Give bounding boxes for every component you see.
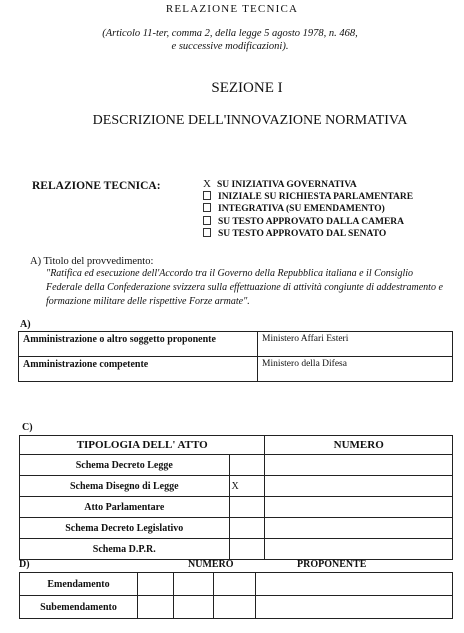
row-label: Amministrazione o altro soggetto proponente (19, 332, 258, 357)
option-label: INIZIALE SU RICHIESTA PARLAMENTARE (218, 192, 414, 203)
subtitle-line-2: e successive modificazioni). (171, 41, 289, 52)
option-label: SU TESTO APPROVATO DAL SENATO (218, 228, 387, 239)
section-d-numero-header: NUMERO (188, 559, 234, 570)
table-row (20, 596, 453, 619)
option-richiesta-parlamentare[interactable] (203, 191, 413, 203)
row-label: Subemendamento (20, 596, 138, 619)
table-row (19, 357, 453, 382)
checked-x-icon: X (203, 178, 211, 190)
mark-cell[interactable] (229, 455, 265, 476)
table-row (20, 518, 453, 539)
empty-checkbox-icon (203, 191, 211, 200)
section-a-label: A) (20, 319, 31, 330)
relazione-label: RELAZIONE TECNICA: (32, 180, 161, 192)
proponente-cell[interactable] (256, 573, 453, 596)
row-value: Ministero Affari Esteri (258, 332, 453, 357)
document-title: RELAZIONE TECNICA (165, 3, 299, 15)
section-description: DESCRIZIONE DELL'INNOVAZIONE NORMATIVA (92, 113, 408, 128)
row-value: Ministero della Difesa (258, 357, 453, 382)
tipo-cell: Schema Disegno di Legge (20, 476, 230, 497)
header-tipologia: TIPOLOGIA DELL' ATTO (20, 436, 265, 455)
numero-cell[interactable] (214, 573, 256, 596)
numero-cell[interactable] (174, 573, 214, 596)
section-a-table (18, 331, 453, 382)
tipo-cell: Atto Parlamentare (20, 497, 230, 518)
option-iniziativa-governativa[interactable] (203, 179, 413, 191)
row-label: Amministrazione competente (19, 357, 258, 382)
option-label: SU TESTO APPROVATO DALLA CAMERA (218, 216, 404, 227)
table-row (20, 573, 453, 596)
relazione-options (203, 179, 413, 240)
numero-cell[interactable] (265, 497, 453, 518)
numero-cell[interactable] (265, 539, 453, 560)
table-row (19, 332, 453, 357)
document-subtitle (40, 27, 420, 53)
empty-checkbox-icon (203, 228, 211, 237)
table-row (20, 497, 453, 518)
titolo-text: "Ratifica ed esecuzione dell'Accordo tra il Governo della Repubblica italiana e il Consiglio Federale della Confederazione svizzera sulla effettuazione di attività congiunte di addestramento e formazione militare delle rispettive Forze armate". (46, 268, 443, 307)
table-header-row (20, 436, 453, 455)
mark-cell[interactable] (229, 518, 265, 539)
option-label: SU INIZIATIVA GOVERNATIVA (217, 180, 357, 190)
empty-checkbox-icon (203, 203, 211, 212)
table-row (20, 476, 453, 497)
row-label: Emendamento (20, 573, 138, 596)
mark-cell[interactable] (229, 539, 265, 560)
subtitle-line-1: (Articolo 11-ter, comma 2, della legge 5 agosto 1978, n. 468, (102, 28, 358, 39)
numero-cell[interactable] (265, 455, 453, 476)
section-title: SEZIONE I (211, 80, 283, 96)
option-integrativa[interactable] (203, 203, 413, 215)
mark-cell[interactable] (229, 497, 265, 518)
header-numero: NUMERO (265, 436, 453, 455)
tipo-cell: Schema Decreto Legislativo (20, 518, 230, 539)
section-d-label: D) (19, 559, 30, 570)
option-testo-camera[interactable] (203, 216, 413, 228)
mark-cell[interactable]: X (229, 476, 265, 497)
numero-cell[interactable] (138, 596, 174, 619)
section-d-proponente-header: PROPONENTE (297, 559, 367, 570)
numero-cell[interactable] (174, 596, 214, 619)
table-row (20, 455, 453, 476)
section-d-table (19, 572, 453, 619)
table-row (20, 539, 453, 560)
numero-cell[interactable] (265, 476, 453, 497)
option-testo-senato[interactable] (203, 228, 413, 240)
tipo-cell: Schema Decreto Legge (20, 455, 230, 476)
section-c-label: C) (22, 422, 33, 433)
proponente-cell[interactable] (256, 596, 453, 619)
titolo-label: A) Titolo del provvedimento: (30, 256, 154, 267)
numero-cell[interactable] (265, 518, 453, 539)
numero-cell[interactable] (214, 596, 256, 619)
tipo-cell: Schema D.P.R. (20, 539, 230, 560)
option-label: INTEGRATIVA (SU EMENDAMENTO) (218, 204, 385, 215)
empty-checkbox-icon (203, 216, 211, 225)
numero-cell[interactable] (138, 573, 174, 596)
section-c-table (19, 435, 453, 560)
